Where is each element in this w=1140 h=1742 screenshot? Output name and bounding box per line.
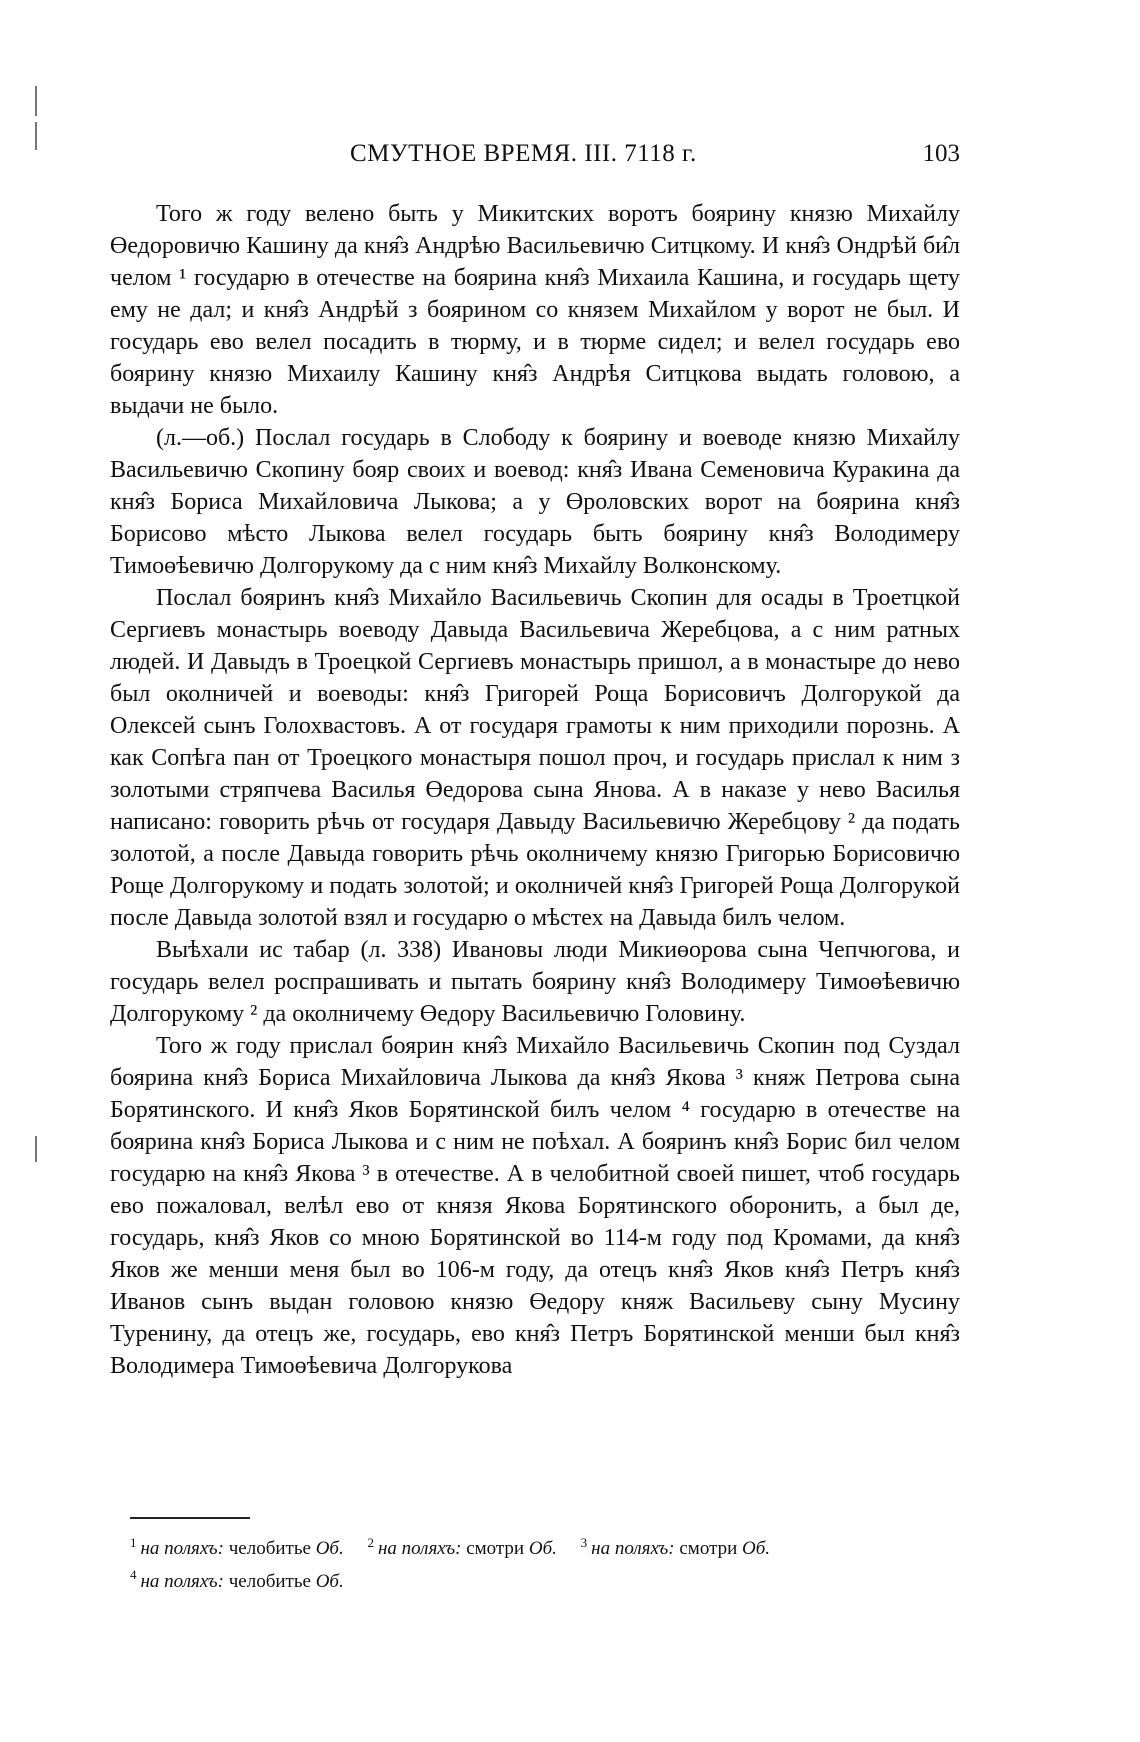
page-header bbox=[110, 140, 960, 174]
footnote-source: Об. bbox=[742, 1538, 771, 1560]
footnote-mark: 3 bbox=[580, 1535, 588, 1550]
paragraph: Того ж году прислал боярин кня̂з Михайло Васильевичь Скопин под Суздал боярина кня̂з Бориса Михайловича Лыкова да кня̂з Якова ³ княж Петрова сына Борятинского. И кня̂з Яков Борятинской билъ челом ⁴ государю в отечестве на боярина кня̂з Бориса Лыкова и с ним не поѣхал. А бояринъ кня̂з Борис бил челом государю на кня̂з Якова ³ в отечестве. А в челобитной своей пишет, чтоб государь ево пожаловал, велѣл ево от князя Якова Борятинского оборонить, а был де, государь, кня̂з Яков со мною Борятинской во 114-м году под Кромами, да кня̂з Яков же менши меня был во 106-м году, да отецъ кня̂з Яков кня̂з Петръ кня̂з Иванов сынъ выдан головою князю Өедору княж Васильеву сыну Мусину Туренину, да отецъ же, государь, ево кня̂з Петръ Борятинской менши был кня̂з Володимера Тимоөѣевича Долгорукова bbox=[110, 1033, 960, 1379]
page-number: 103 bbox=[922, 140, 960, 167]
footnote-label: на поляхъ: bbox=[140, 1538, 224, 1560]
footnote-mark: 4 bbox=[130, 1567, 137, 1583]
footnote-text: челобитье bbox=[228, 1570, 311, 1592]
footnote-label: на поляхъ: bbox=[591, 1538, 675, 1560]
body-text bbox=[110, 198, 960, 1382]
footnote bbox=[130, 1535, 348, 1560]
margin-scan-mark bbox=[35, 1136, 37, 1162]
footnote bbox=[130, 1567, 344, 1592]
footnote-mark: 1 bbox=[130, 1535, 137, 1550]
margin-scan-mark bbox=[35, 86, 37, 116]
footnote-line bbox=[130, 1530, 960, 1562]
footnote-label: на поляхъ: bbox=[140, 1570, 224, 1592]
footnote-mark: 2 bbox=[367, 1535, 374, 1550]
footnote-text: смотри bbox=[466, 1538, 525, 1560]
margin-scan-mark bbox=[35, 122, 37, 150]
footnote bbox=[580, 1535, 771, 1560]
footnote-source: Об. bbox=[315, 1538, 344, 1560]
paragraph: Выѣхали ис табар (л. 338) Ивановы люди Микиөорова сына Чепчюгова, и государь велел роспрашивать и пытать боярину кня̂з Володимеру Тимоөѣевичю Долгорукому ² да околничему Өедору Васильевичю Головину. bbox=[110, 937, 960, 1027]
footnotes bbox=[130, 1530, 960, 1595]
paragraph: (л.—об.) Послал государь в Слободу к боярину и воеводе князю Михайлу Васильевичю Скопину бояр своих и воевод: кня̂з Ивана Семеновича Куракина да кня̂з Бориса Михайловича Лыкова; а у Өроловских ворот на боярина кня̂з Борисово мѣсто Лыкова велел государь быть боярину кня̂з Володимеру Тимоөѣевичю Долгорукому да с ним кня̂з Михайлу Волконскому. bbox=[110, 425, 960, 579]
footnote bbox=[367, 1535, 561, 1560]
footnote-label: на поляхъ: bbox=[377, 1538, 462, 1560]
footnote-text: смотри bbox=[679, 1538, 738, 1560]
footnote-divider bbox=[130, 1517, 250, 1519]
footnote-text: челобитье bbox=[228, 1538, 311, 1560]
paragraph: Того ж году велено быть у Микитских воротъ боярину князю Михайлу Өедоровичю Кашину да кня̂з Андрѣю Васильевичю Ситцкому. И кня̂з Ондрѣй би̂л челом ¹ государю в отечестве на боярина кня̂з Михаила Кашина, и государь щету ему не дал; и кня̂з Андрѣй з боярином со князем Михайлом у ворот не был. И государь ево велел посадить в тюрму, и в тюрме сидел; и велел государь ево боярину князю Михаилу Кашину кня̂з Андрѣя Ситцкова выдать головою, а выдачи не было. bbox=[110, 201, 960, 419]
running-title: СМУТНОЕ ВРЕМЯ. III. 7118 г. bbox=[350, 140, 697, 167]
footnote-source: Об. bbox=[315, 1570, 344, 1592]
footnote-source: Об. bbox=[528, 1538, 557, 1560]
footnote-line bbox=[130, 1562, 960, 1594]
paragraph: Послал бояринъ кня̂з Михайло Васильевичь Скопин для осады в Троетцкой Сергиевъ монастырь воеводу Давыда Васильевича Жеребцова, а с ним ратных людей. И Давыдъ в Троецкой Сергиевъ монастырь пришол, а в монастыре до нево был околничей и воеводы: кня̂з Григорей Роща Борисовичъ Долгорукой да Олексей сынъ Голохвастовъ. А от государя грамоты к ним приходили порознь. А как Сопѣга пан от Троецкого монастыря пошол проч, и государь прислал к ним з золотыми стряпчева Василья Өедорова сына Янова. А в наказе у нево Василья написано: говорить рѣчь от государя Давыду Васильевичю Жеребцову ² да подать золотой, а после Давыда говорить рѣчь околничему князю Григорью Борисовичю Роще Долгорукому и подать золотой; и околничей кня̂з Григорей Роща Долгорукой после Давыда золотой взял и государю о мѣстех на Давыда билъ челом. bbox=[110, 585, 960, 931]
